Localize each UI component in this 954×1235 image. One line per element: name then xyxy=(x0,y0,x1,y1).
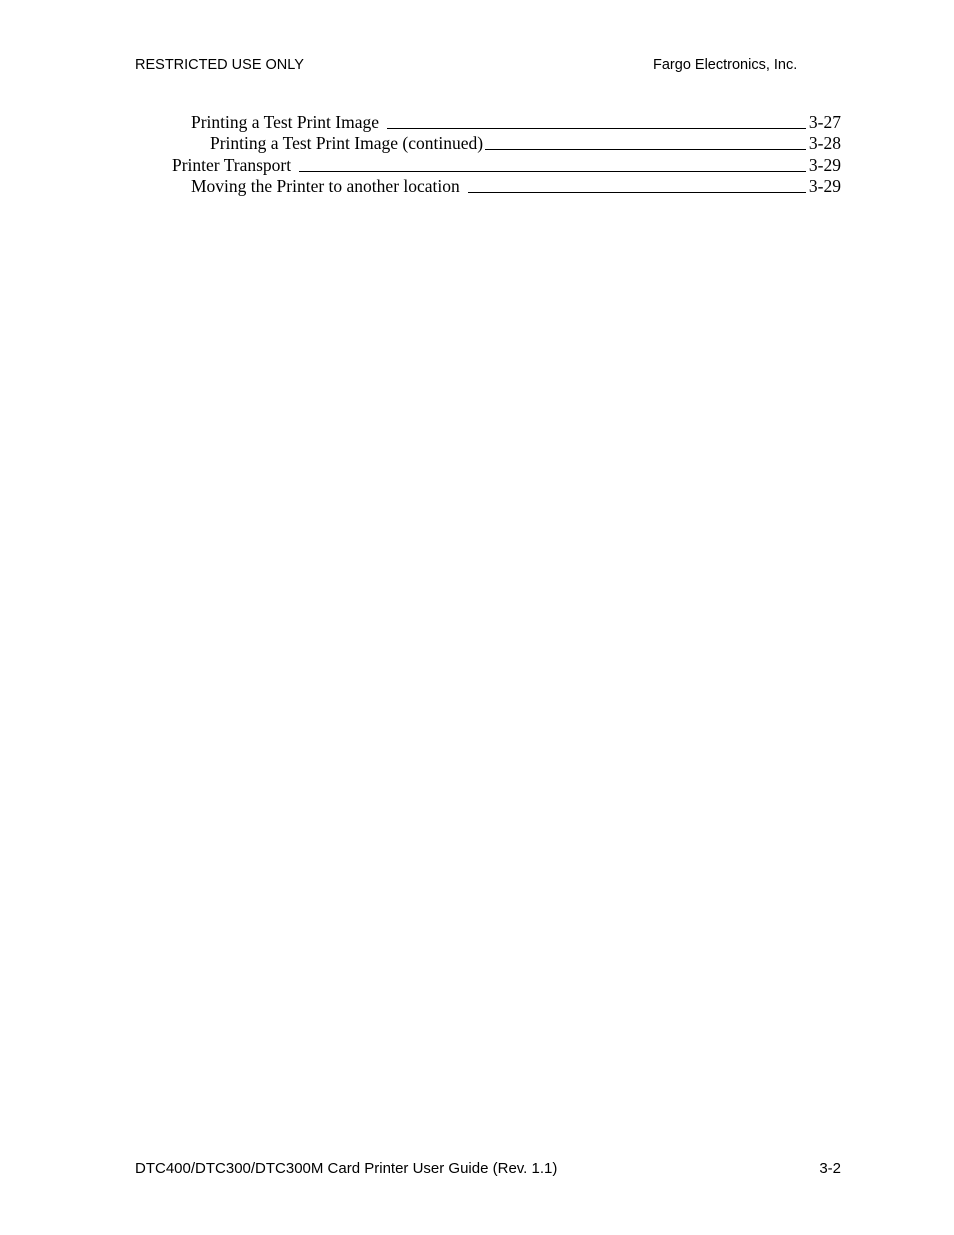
footer-document-title: DTC400/DTC300/DTC300M Card Printer User Guide (Rev. 1.1) xyxy=(135,1160,558,1177)
toc-entry[interactable] xyxy=(191,112,841,133)
header-left-text: RESTRICTED USE ONLY xyxy=(135,57,304,73)
toc-entry-page: 3-29 xyxy=(808,155,841,175)
toc-leader-line xyxy=(387,128,806,129)
toc-entry-title: Moving the Printer to another location xyxy=(191,176,460,196)
toc-entry-title: Printing a Test Print Image xyxy=(191,112,380,132)
toc-leader-line xyxy=(468,192,806,193)
footer-page-number: 3-2 xyxy=(819,1160,841,1177)
toc-entry-title: Printer Transport xyxy=(172,155,292,175)
toc-entry[interactable] xyxy=(210,133,841,154)
header-right-text: Fargo Electronics, Inc. xyxy=(653,57,798,73)
toc-entry-page: 3-28 xyxy=(808,133,841,153)
toc-leader-line xyxy=(485,149,806,150)
toc-entry-title: Printing a Test Print Image (continued) xyxy=(210,133,484,153)
toc-entry-page: 3-29 xyxy=(808,176,841,196)
toc-leader-line xyxy=(299,171,806,172)
toc-entry[interactable] xyxy=(191,176,841,197)
toc-entry[interactable] xyxy=(172,155,841,176)
toc-entry-page: 3-27 xyxy=(808,112,841,132)
